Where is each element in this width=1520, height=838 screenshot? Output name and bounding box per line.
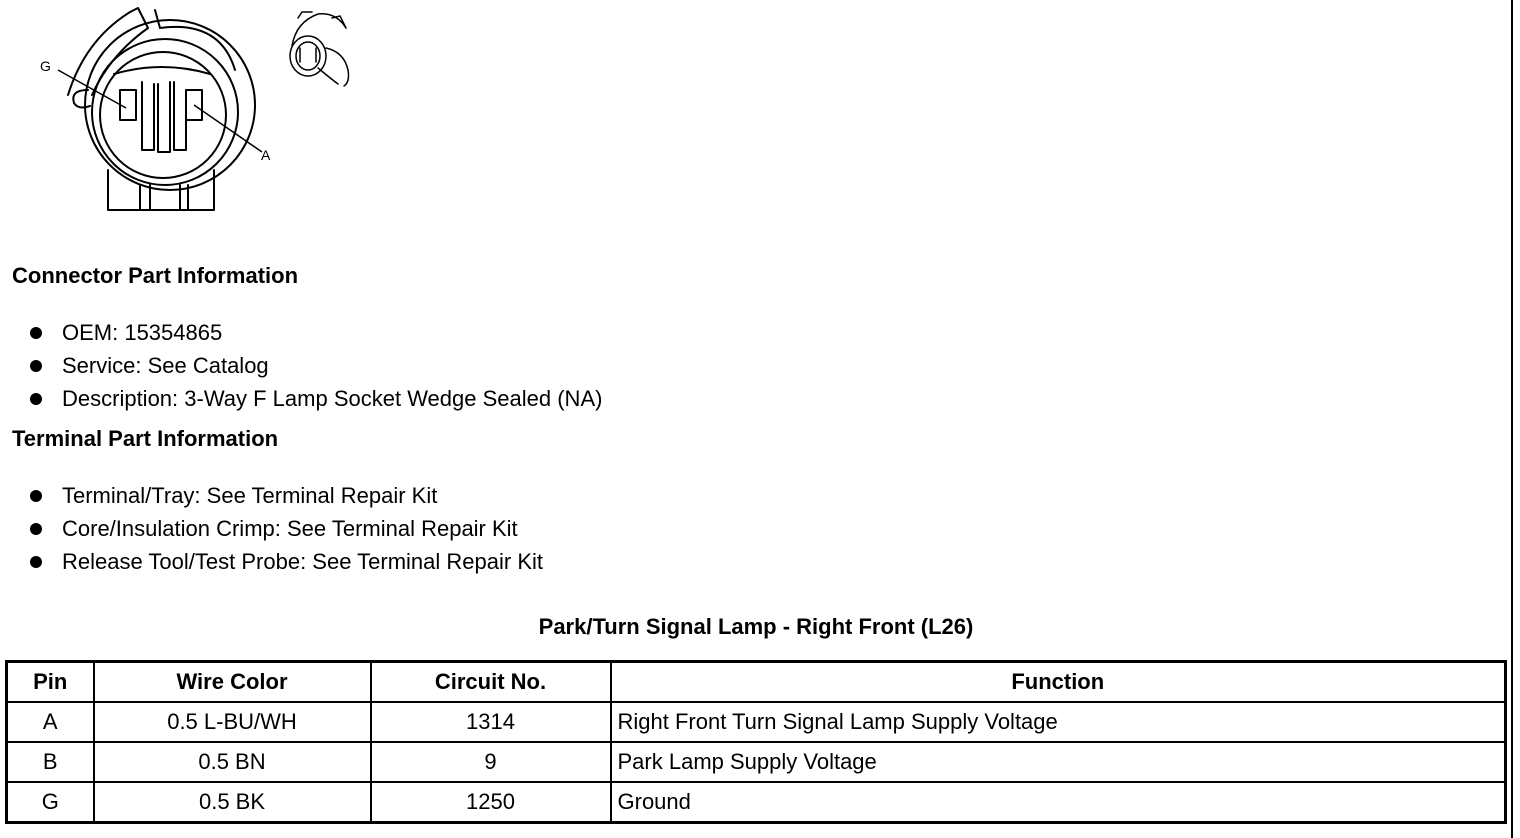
cell-pin: B (7, 742, 94, 782)
table-row (7, 742, 1506, 782)
bullet-icon (30, 327, 42, 339)
terminal-info-release-tool: Release Tool/Test Probe: See Terminal Repair Kit (62, 549, 543, 574)
cell-function: Ground (611, 782, 1506, 823)
cell-function: Park Lamp Supply Voltage (611, 742, 1506, 782)
connector-info-oem: OEM: 15354865 (62, 320, 223, 345)
terminal-info-list (28, 479, 543, 578)
cell-wire-color: 0.5 BK (94, 782, 371, 823)
connector-thumbnail-diagram (278, 8, 358, 90)
list-item (28, 316, 602, 349)
connector-face-diagram (30, 0, 290, 215)
terminal-info-heading: Terminal Part Information (12, 426, 279, 451)
pin-label-a: A (261, 147, 271, 163)
terminal-info-tray: Terminal/Tray: See Terminal Repair Kit (62, 483, 438, 508)
list-item (28, 479, 543, 512)
table-header-row (7, 662, 1506, 703)
cell-circuit-no: 1314 (371, 702, 611, 742)
table-row (7, 782, 1506, 823)
column-header-function: Function (611, 662, 1506, 703)
column-header-pin: Pin (7, 662, 94, 703)
column-header-wire-color: Wire Color (94, 662, 371, 703)
cell-pin: G (7, 782, 94, 823)
cell-wire-color: 0.5 BN (94, 742, 371, 782)
pinout-table (5, 660, 1507, 824)
terminal-info-crimp: Core/Insulation Crimp: See Terminal Repair Kit (62, 516, 518, 541)
list-item (28, 349, 602, 382)
connector-info-service: Service: See Catalog (62, 353, 269, 378)
cell-function: Right Front Turn Signal Lamp Supply Voltage (611, 702, 1506, 742)
bullet-icon (30, 490, 42, 502)
connector-info-heading: Connector Part Information (12, 263, 299, 288)
cell-pin: A (7, 702, 94, 742)
cell-circuit-no: 1250 (371, 782, 611, 823)
bullet-icon (30, 393, 42, 405)
table-row (7, 702, 1506, 742)
bullet-icon (30, 523, 42, 535)
pin-label-g: G (40, 58, 51, 74)
bullet-icon (30, 360, 42, 372)
table-title: Park/Turn Signal Lamp - Right Front (L26) (538, 614, 974, 639)
column-header-circuit-no: Circuit No. (371, 662, 611, 703)
cell-wire-color: 0.5 L-BU/WH (94, 702, 371, 742)
list-item (28, 545, 543, 578)
cell-circuit-no: 9 (371, 742, 611, 782)
connector-info-list (28, 316, 602, 415)
bullet-icon (30, 556, 42, 568)
list-item (28, 512, 543, 545)
list-item (28, 382, 602, 415)
connector-info-description: Description: 3-Way F Lamp Socket Wedge Sealed (NA) (62, 386, 603, 411)
page-border-rule (1511, 0, 1513, 838)
